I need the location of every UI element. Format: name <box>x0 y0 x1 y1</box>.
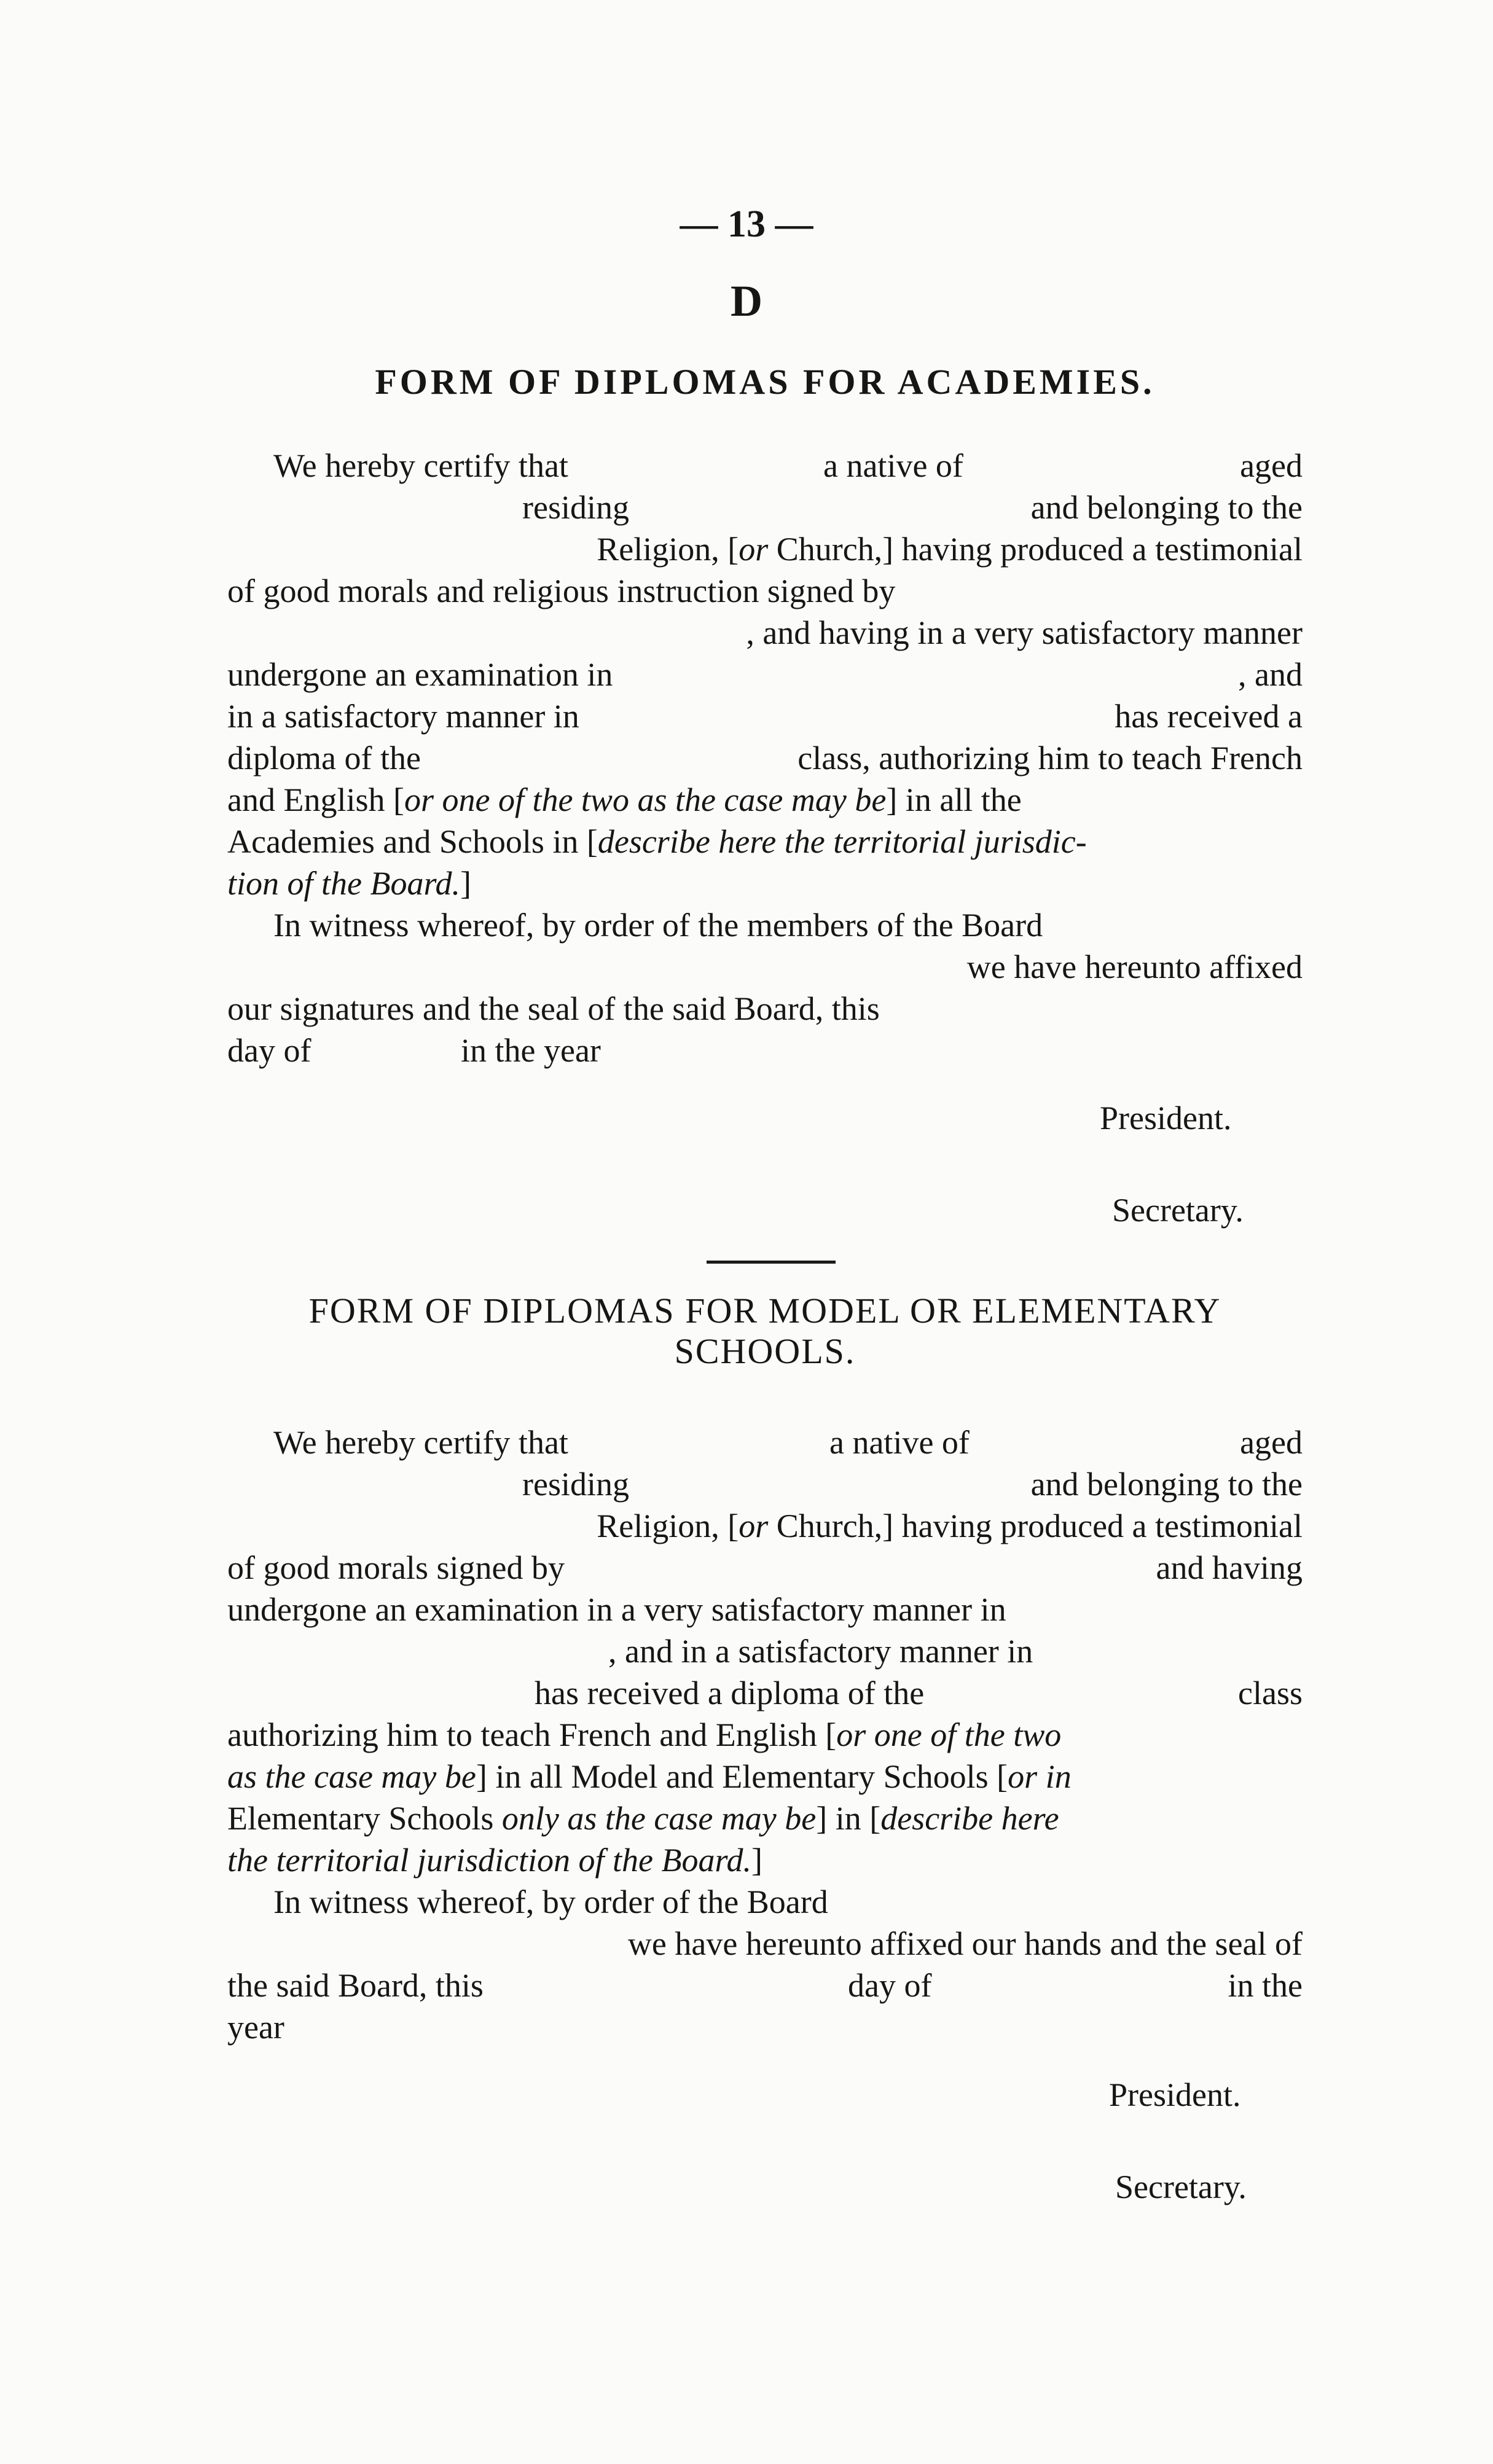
section1-line-6: undergone an examination in , and <box>227 656 1303 693</box>
section2-line-14: the said Board, this day of in the <box>227 1967 1303 2004</box>
section2-title-line1: FORM OF DIPLOMAS FOR MODEL OR ELEMENTARY <box>308 1291 1221 1331</box>
section1-line-8: diploma of the class, authorizing him to teach French <box>227 740 1303 776</box>
section1-line-5: , and having in a very satisfactory manner <box>746 614 1303 651</box>
section1-line-11: tion of the Board.] <box>227 865 471 902</box>
appendix-letter: D <box>731 276 762 326</box>
section1-line-9: and English [or one of the two as the case may be] in all the <box>227 781 1022 818</box>
section1-line-13: we have hereunto affixed <box>966 948 1303 985</box>
section2-line-6: , and in a satisfactory manner in <box>608 1633 1033 1670</box>
section2-title-line2: SCHOOLS. <box>674 1331 856 1371</box>
section2-line-4: of good morals signed by and having <box>227 1549 1303 1586</box>
section1-president: President. <box>1100 1100 1232 1136</box>
section2-line-15: year <box>227 2009 284 2046</box>
section2-line-11: the territorial jurisdiction of the Board.] <box>227 1842 762 1879</box>
section1-line-10: Academies and Schools in [describe here the territorial jurisdic- <box>227 823 1087 860</box>
section2-president: President. <box>1109 2076 1241 2113</box>
section2-line-5: undergone an examination in a very satisfactory manner in <box>227 1591 1006 1628</box>
section2-line-8: authorizing him to teach French and English [or one of the two <box>227 1716 1062 1753</box>
section1-line-12: In witness whereof, by order of the members of the Board <box>273 907 1043 944</box>
section1-line-1: We hereby certify that a native of aged <box>273 447 1303 484</box>
section2-line-13: we have hereunto affixed our hands and the seal of <box>627 1925 1303 1962</box>
section1-line-3: Religion, [or Church,] having produced a testimonial <box>597 531 1303 568</box>
page-number: — 13 — <box>680 203 813 245</box>
section2-line-3: Religion, [or Church,] having produced a testimonial <box>597 1508 1303 1544</box>
section2-line-1: We hereby certify that a native of aged <box>273 1424 1303 1461</box>
section1-title: FORM OF DIPLOMAS FOR ACADEMIES. <box>375 362 1155 402</box>
section2-line-9: as the case may be] in all Model and Elementary Schools [or in <box>227 1758 1072 1795</box>
section-divider <box>707 1261 836 1264</box>
section1-line-15: day of in the year <box>227 1032 601 1069</box>
section2-line-12: In witness whereof, by order of the Board <box>273 1883 828 1920</box>
section1-line-4: of good morals and religious instruction signed by <box>227 573 896 609</box>
section2-line-10: Elementary Schools only as the case may be] in [describe here <box>227 1800 1059 1837</box>
section1-line-2: residing and belonging to the <box>522 489 1303 526</box>
section1-line-7: in a satisfactory manner in has received a <box>227 698 1303 735</box>
section2-secretary: Secretary. <box>1115 2169 1247 2205</box>
section1-secretary: Secretary. <box>1112 1192 1244 1229</box>
section1-line-14: our signatures and the seal of the said Board, this <box>227 990 880 1027</box>
section2-line-2: residing and belonging to the <box>522 1466 1303 1503</box>
section2-line-7: has received a diploma of the class <box>535 1675 1303 1711</box>
